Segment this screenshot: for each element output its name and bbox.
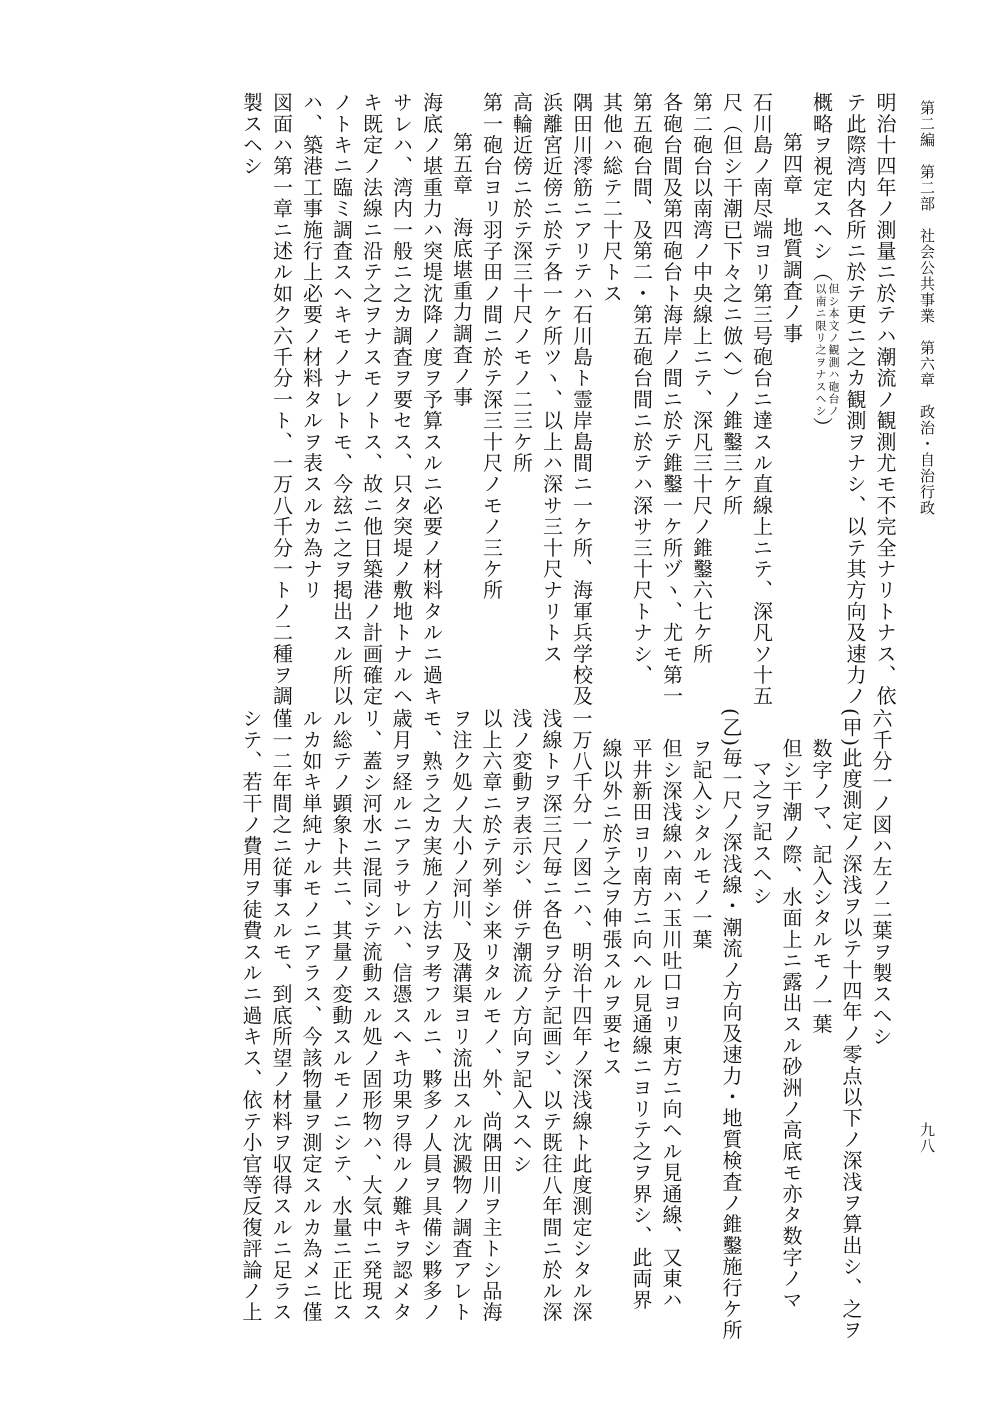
text-line: (甲)此度測定ノ深浅ヲ以テ十四年ノ零点以下ノ深浅ヲ算出シ、之ヲ — [839, 708, 863, 1341]
text-line: 僅一二年間之ニ従事スルモ、到底所望ノ材料ヲ収得スルニ足ラス — [269, 708, 293, 1323]
text-line: 製スヘシ — [239, 92, 264, 177]
text-line: 一万八千分一ノ図ニハ、明治十四年ノ深浅線ト此度測定シタル深 — [569, 708, 593, 1323]
text-line: 以上六章ニ於テ列挙シ来リタルモノ、外、尚隅田川ヲ主トシ品海 — [479, 708, 503, 1323]
text-line: 隅田川澪筋ニアリテハ石川島ト霊岸島間ニ一ケ所、海軍兵学校及 — [569, 92, 594, 707]
text-line: 浅ノ変動ヲ表示シ、併テ潮流ノ方向ヲ記入スヘシ — [509, 708, 533, 1175]
page-number: 九八 — [918, 1122, 936, 1154]
text-line: 高輪近傍ニ於テ深三十尺ノモノ二三ケ所 — [509, 92, 534, 474]
text-line: ヲ記入シタルモノ一葉 — [689, 738, 713, 950]
text-line: モ、熟ラ之カ実施ノ方法ヲ考フルニ、夥多ノ人員ヲ具備シ夥多ノ — [419, 708, 443, 1323]
text-line: テ此際湾内各所ニ於テ更ニ之カ観測ヲナシ、以テ其方向及速力ノ — [843, 92, 867, 707]
inline-note — [814, 283, 840, 417]
text-line: 第五砲台間、及第二・第五砲台間ニ於テハ深サ三十尺トナシ、 — [629, 92, 654, 686]
running-head: 第二編 第二部 社会公共事業 第六章 政治・自治行政 — [918, 100, 936, 516]
text-line: 但シ深浅線ハ南ハ玉川吐口ヨリ東方ニ向ヘル見通線、又東ハ — [659, 738, 683, 1311]
text-line: 第一砲台ヨリ羽子田ノ間ニ於テ深三十尺ノモノ三ケ所 — [479, 92, 504, 601]
text-line: 尺（但シ干潮已下々之ニ倣ヘ）ノ錐鑿三ケ所 — [719, 92, 744, 516]
text-line: キ既定ノ法線ニ沿テ之ヲナスモノトス、故ニ他日築港ノ計画確定 — [359, 92, 384, 707]
text-line: ル総テノ顕象ト共ニ、其量ノ変動スルモノニシテ、水量ニ正比ス — [329, 708, 353, 1323]
lower-text-block — [236, 708, 896, 1341]
text-line: 六千分一ノ図ハ左ノ二葉ヲ製スヘシ — [869, 708, 893, 1048]
text-line: 其他ハ総テ二十尺トス — [599, 92, 624, 304]
upper-text-block — [237, 92, 901, 707]
text-line: ハ、築港工事施行上必要ノ材料タルヲ表スルカ為ナリ — [299, 92, 324, 601]
text-line: ルカ如キ単純ナルモノニアラス、今該物量ヲ測定スルカ為メニ僅 — [299, 708, 323, 1323]
text-line: 線以外ニ於テ之ヲ伸張スルヲ要セス — [599, 738, 623, 1078]
text-line: 歳月ヲ経ルニアラサレハ、信憑スヘキ功果ヲ得ルノ難キヲ認メタ — [389, 708, 413, 1323]
text-line: 石川島ノ南尽端ヨリ第三号砲台ニ達スル直線上ニテ、深凡ソ十五 — [749, 92, 774, 707]
text-line: サレハ、湾内一般ニ之カ調査ヲ要セス、只タ突堤ノ敷地トナルヘ — [389, 92, 414, 707]
text-line: ノトキニ臨ミ調査スヘキモノナレトモ、今玆ニ之ヲ掲出スル所以 — [329, 92, 354, 707]
text-segment: 概略ヲ視定スヘシ — [809, 92, 834, 262]
text-line: ヲ注ク処ノ大小ノ河川、及溝渠ヨリ流出スル沈澱物ノ調査アレト — [449, 708, 473, 1323]
text-line: 明治十四年ノ測量ニ於テハ潮流ノ観測尤モ不完全ナリトナス、依 — [873, 92, 897, 707]
text-line: 数字ノマ、記入シタルモノ一葉 — [809, 738, 833, 1035]
inline-note-line: 以南ニ限リ之ヲナスヘシ — [814, 282, 827, 418]
text-line: シテ、若干ノ費用ヲ徒費スルニ過キス、依テ小官等反復評論ノ上 — [239, 708, 263, 1323]
text-line: リ、蓋シ河水ニ混同シテ流動スル処ノ固形物ハ、大気中ニ発現ス — [359, 708, 383, 1323]
text-line-with-note: 概略ヲ視定スヘシ（ 但シ本文ノ観測ハ砲台ノ 以南ニ限リ之ヲナスヘシ ） — [809, 92, 840, 439]
text-line: 浅線トヲ深三尺毎ニ各色ヲ分テ記画シ、以テ既往八年間ニ於ル深 — [539, 708, 563, 1323]
chapter-heading: 第四章 地質調査ノ事 — [779, 132, 804, 344]
inline-note-line: 但シ本文ノ観測ハ砲台ノ — [827, 282, 840, 418]
text-line: (乙)毎一尺ノ深浅線・潮流ノ方向及速力・地質検査ノ錐鑿施行ケ所 — [719, 708, 743, 1341]
text-line: 海底ノ堪重力ハ突堤沈降ノ度ヲ予算スルニ必要ノ材料タルニ過キ — [419, 92, 444, 707]
text-line: マ之ヲ記スヘシ — [749, 758, 773, 907]
text-line: 各砲台間及第四砲台ト海岸ノ間ニ於テ錐鑿一ケ所ヅヽ、尤モ第一 — [659, 92, 684, 707]
text-line: 図面ハ第一章ニ述ル如ク六千分一ト、一万八千分一トノ二種ヲ調 — [269, 92, 294, 707]
text-line: 平井新田ヨリ南方ニ向ヘル見通線ニヨリテ之ヲ界シ、此両界 — [629, 738, 653, 1311]
text-line: 第二砲台以南湾ノ中央線上ニテ、深凡三十尺ノ錐鑿六七ケ所 — [689, 92, 714, 665]
text-line: 浜離宮近傍ニ於テ各一ケ所ツヽ、以上ハ深サ三十尺ナリトス — [539, 92, 564, 665]
chapter-heading: 第五章 海底堪重力調査ノ事 — [449, 132, 474, 408]
text-line: 但シ干潮ノ際、水面上ニ露出スル砂洲ノ高底モ亦タ数字ノマ — [779, 738, 803, 1311]
